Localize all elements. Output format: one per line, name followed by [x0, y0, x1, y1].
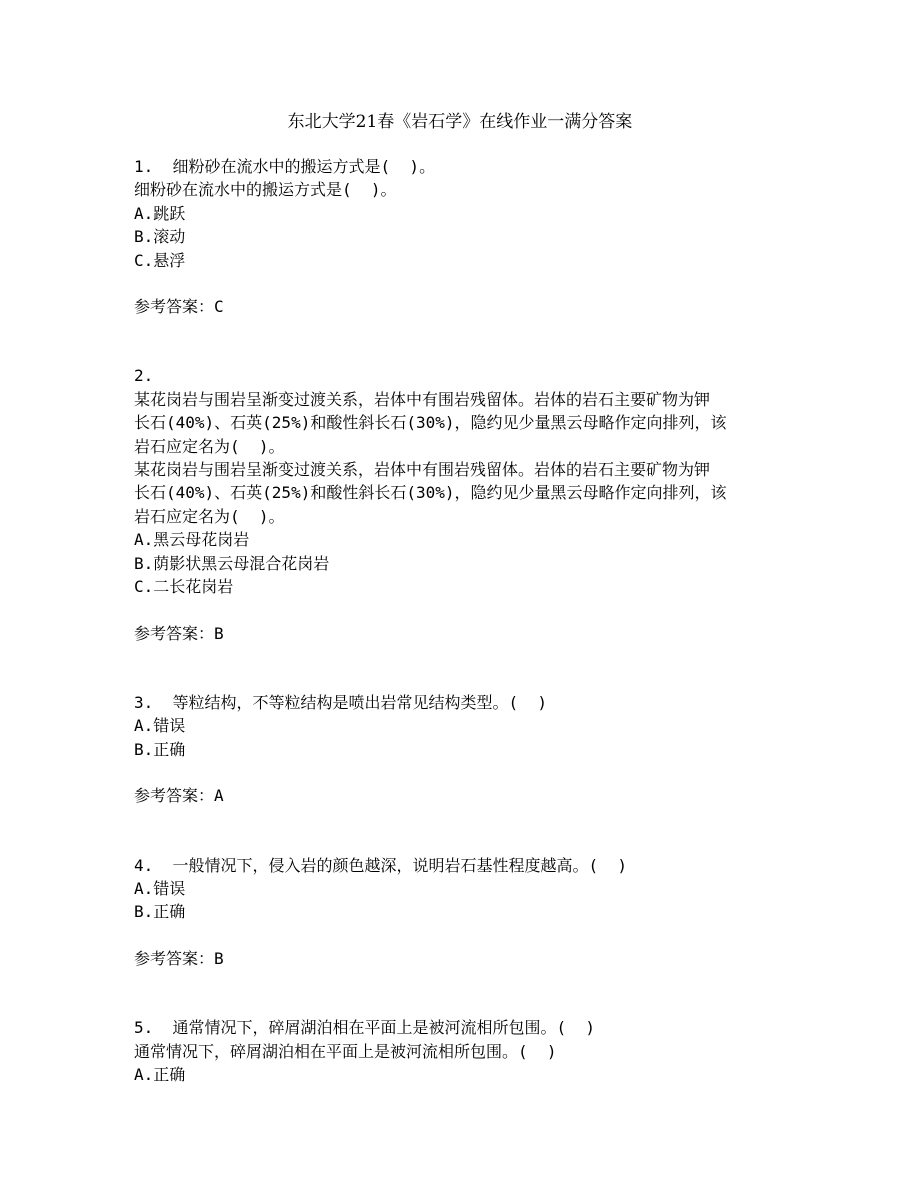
answer: 参考答案：B	[134, 623, 224, 643]
question-stem	[134, 854, 794, 877]
question-4	[134, 854, 794, 971]
question-text: 通常情况下，碎屑湖泊相在平面上是被河流相所包围。( )	[172, 1018, 596, 1038]
question-number: 5.	[134, 1018, 154, 1038]
question-text: 细粉砂在流水中的搬运方式是( )。	[172, 157, 436, 176]
question-text: 一般情况下，侵入岩的颜色越深，说明岩石基性程度越高。( )	[172, 855, 628, 875]
document-title: 东北大学21春《岩石学》在线作业一满分答案	[287, 112, 633, 132]
option-a: A.错误	[134, 716, 186, 736]
question-restated: 通常情况下，碎屑湖泊相在平面上是被河流相所包围。( )	[134, 1041, 557, 1061]
question-1	[134, 155, 794, 318]
question-stem	[134, 691, 794, 714]
option-c: C.悬浮	[134, 250, 186, 270]
question-2	[134, 364, 794, 644]
option-b: B.荫影状黑云母混合花岗岩	[134, 553, 330, 573]
question-restated: 细粉砂在流水中的搬运方式是( )。	[134, 180, 397, 200]
option-a: A.跳跃	[134, 203, 186, 223]
question-stem	[134, 155, 794, 178]
question-text-line: 长石(40%)、石英(25%)和酸性斜长石(30%)，隐约见少量黑云母略作定向排列，该	[134, 483, 727, 503]
answer: 参考答案：B	[134, 948, 224, 968]
answer: 参考答案：A	[134, 786, 224, 806]
question-number: 2.	[134, 366, 154, 386]
question-text-line: 某花岗岩与围岩呈渐变过渡关系，岩体中有围岩残留体。岩体的岩石主要矿物为钾	[134, 460, 711, 480]
answer: 参考答案：C	[134, 297, 224, 317]
question-text-line: 长石(40%)、石英(25%)和酸性斜长石(30%)，隐约见少量黑云母略作定向排列，该	[134, 413, 727, 433]
question-text-line: 某花岗岩与围岩呈渐变过渡关系，岩体中有围岩残留体。岩体的岩石主要矿物为钾	[134, 389, 711, 409]
question-number: 1.	[134, 157, 154, 176]
option-a: A.正确	[134, 1064, 186, 1084]
option-b: B.滚动	[134, 227, 186, 247]
option-c: C.二长花岗岩	[134, 577, 234, 597]
question-number: 3.	[134, 692, 154, 712]
option-b: B.正确	[134, 902, 186, 922]
option-b: B.正确	[134, 739, 186, 759]
question-stem	[134, 1016, 794, 1039]
question-5	[134, 1016, 794, 1086]
question-number: 4.	[134, 855, 154, 875]
question-text-line: 岩石应定名为( )。	[134, 506, 285, 526]
question-3	[134, 691, 794, 808]
question-text-line: 岩石应定名为( )。	[134, 436, 285, 456]
option-a: A.错误	[134, 878, 186, 898]
option-a: A.黑云母花岗岩	[134, 530, 250, 550]
question-text: 等粒结构，不等粒结构是喷出岩常见结构类型。( )	[172, 692, 548, 712]
question-list	[134, 155, 794, 1086]
